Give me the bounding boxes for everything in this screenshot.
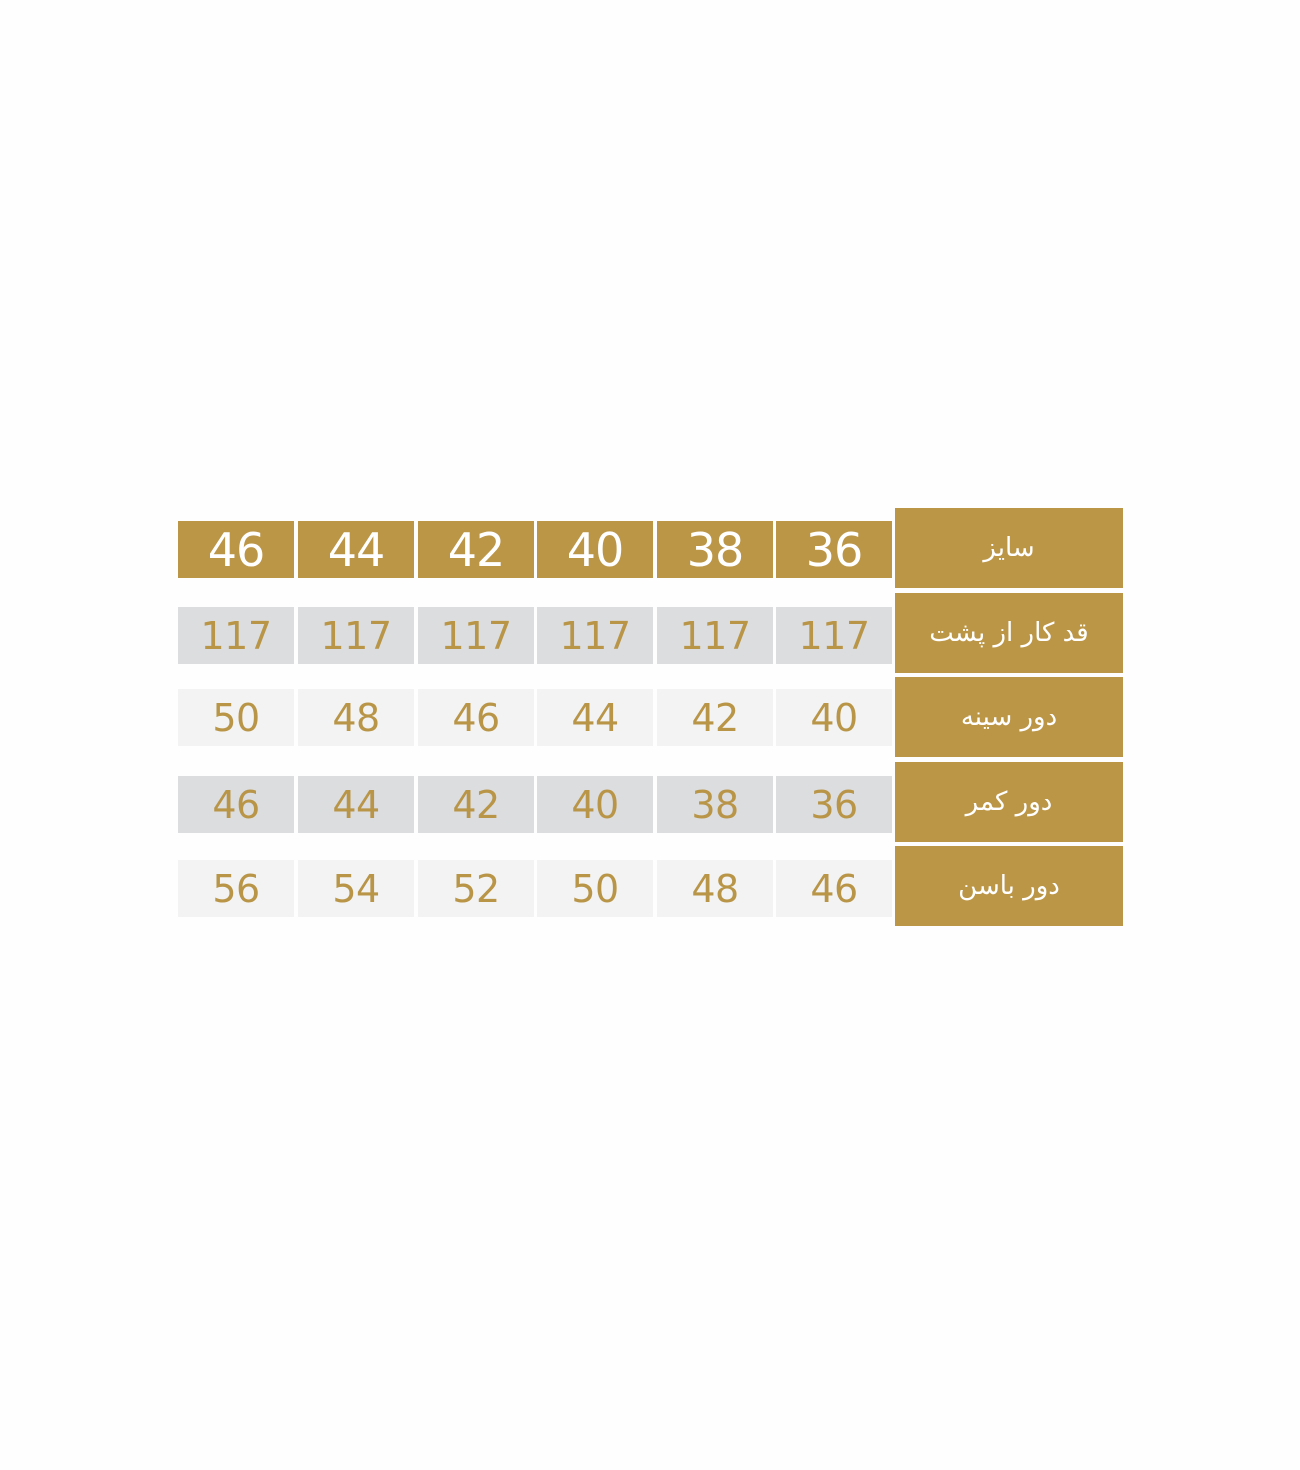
size-cell: 46 (178, 521, 294, 578)
hip-cell: 54 (298, 860, 414, 917)
row-label-hip: دور باسن (895, 846, 1123, 926)
size-cell: 36 (776, 521, 892, 578)
hip-cell: 48 (657, 860, 773, 917)
size-cell: 38 (657, 521, 773, 578)
chest-cell: 42 (657, 689, 773, 746)
row-label-chest: دور سینه (895, 677, 1123, 757)
hip-cell: 50 (537, 860, 653, 917)
row-label-size: سایز (895, 508, 1123, 588)
chest-cell: 46 (418, 689, 534, 746)
size-cell: 44 (298, 521, 414, 578)
chest-cell: 44 (537, 689, 653, 746)
waist-cell: 46 (178, 776, 294, 833)
back-length-cell: 117 (537, 607, 653, 664)
chest-cell: 48 (298, 689, 414, 746)
row-label-waist: دور کمر (895, 762, 1123, 842)
waist-cell: 44 (298, 776, 414, 833)
hip-cell: 46 (776, 860, 892, 917)
size-cell: 42 (418, 521, 534, 578)
waist-cell: 40 (537, 776, 653, 833)
chest-cell: 50 (178, 689, 294, 746)
back-length-cell: 117 (776, 607, 892, 664)
back-length-cell: 117 (298, 607, 414, 664)
row-label-back-length: قد کار از پشت (895, 593, 1123, 673)
hip-cell: 56 (178, 860, 294, 917)
back-length-cell: 117 (418, 607, 534, 664)
waist-cell: 42 (418, 776, 534, 833)
waist-cell: 36 (776, 776, 892, 833)
waist-cell: 38 (657, 776, 773, 833)
chest-cell: 40 (776, 689, 892, 746)
back-length-cell: 117 (657, 607, 773, 664)
back-length-cell: 117 (178, 607, 294, 664)
size-cell: 40 (537, 521, 653, 578)
hip-cell: 52 (418, 860, 534, 917)
